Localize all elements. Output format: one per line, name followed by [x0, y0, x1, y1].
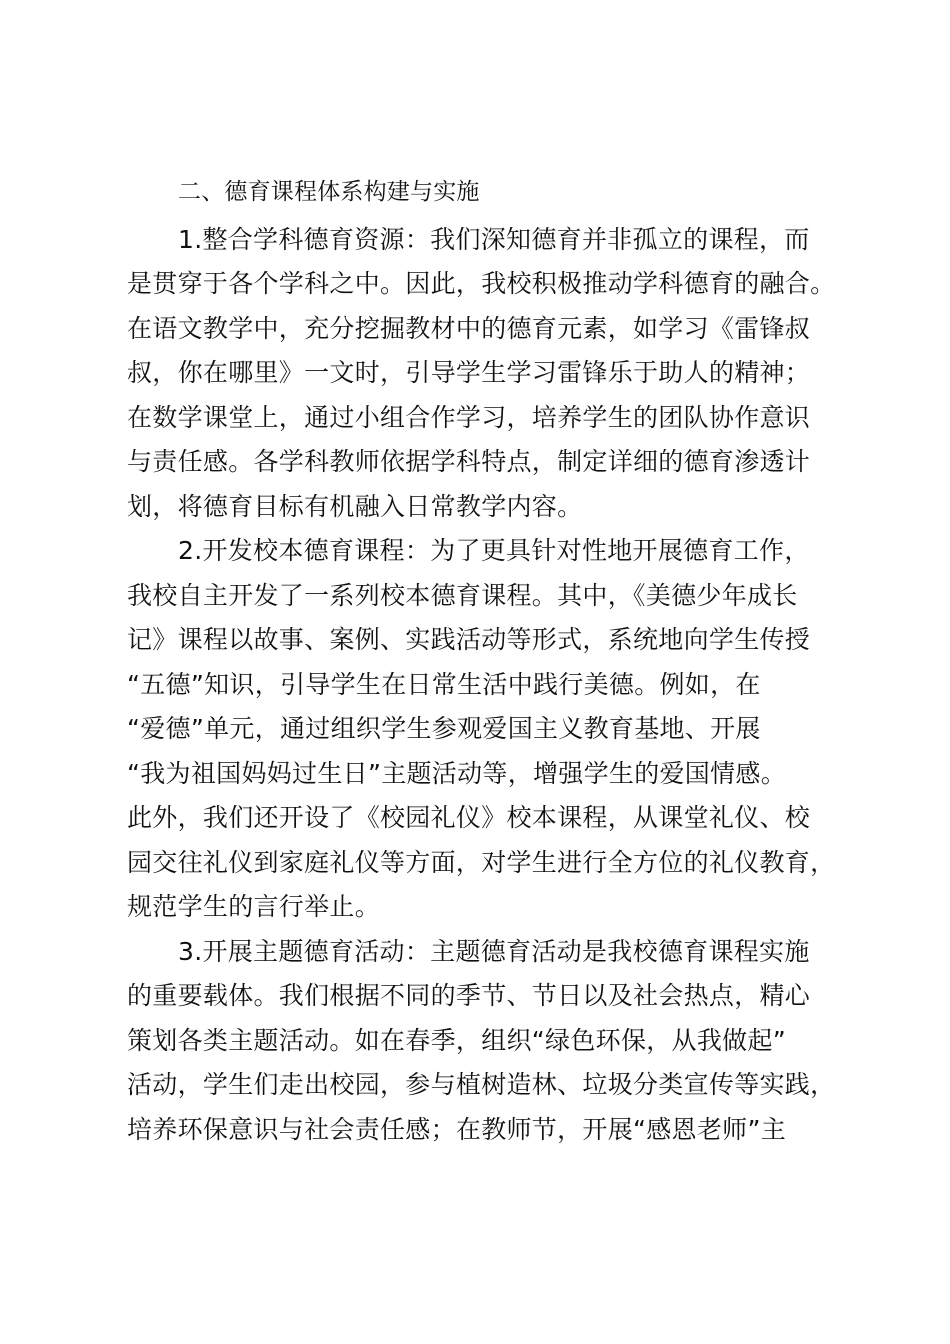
paragraph-3-line-5: 培养环保意识与社会责任感；在教师节，开展“感恩老师”主: [127, 1115, 787, 1144]
paragraph-2-line-5: “爱德”单元，通过组织学生参观爱国主义教育基地、开展: [127, 714, 761, 743]
paragraph-2-line-7: 此外，我们还开设了《校园礼仪》校本课程，从课堂礼仪、校: [127, 803, 811, 832]
paragraph-2-line-1: 2.开发校本德育课程：为了更具针对性地开展德育工作，: [178, 536, 810, 565]
paragraph-2-line-2: 我校自主开发了一系列校本德育课程。其中，《美德少年成长: [127, 581, 798, 610]
paragraph-3-line-1: 3.开展主题德育活动：主题德育活动是我校德育课程实施: [178, 937, 810, 966]
paragraph-2-line-9: 规范学生的言行举止。: [127, 892, 381, 921]
paragraph-1-line-5: 在数学课堂上，通过小组合作学习，培养学生的团队协作意识: [127, 403, 811, 432]
paragraph-1-line-6: 与责任感。各学科教师依据学科特点，制定详细的德育渗透计: [127, 447, 811, 476]
paragraph-3-line-2: 的重要载体。我们根据不同的季节、节日以及社会热点，精心: [127, 981, 811, 1010]
paragraph-1-line-3: 在语文教学中，充分挖掘教材中的德育元素，如学习《雷锋叔: [127, 314, 811, 343]
paragraph-2-line-4: “五德”知识，引导学生在日常生活中践行美德。例如，在: [127, 670, 761, 699]
section-heading: 二、德育课程体系构建与实施: [178, 179, 480, 205]
paragraph-1-line-1: 1.整合学科德育资源：我们深知德育并非孤立的课程，而: [178, 225, 810, 254]
paragraph-1-line-4: 叔，你在哪里》一文时，引导学生学习雷锋乐于助人的精神；: [127, 358, 811, 387]
paragraph-3-line-4: 活动，学生们走出校园，参与植树造林、垃圾分类宣传等实践，: [127, 1070, 836, 1099]
paragraph-3-line-3: 策划各类主题活动。如在春季，组织“绿色环保，从我做起”: [127, 1026, 787, 1055]
paragraph-1-line-2: 是贯穿于各个学科之中。因此，我校积极推动学科德育的融合。: [127, 269, 836, 298]
paragraph-2-line-3: 记》课程以故事、案例、实践活动等形式，系统地向学生传授: [127, 625, 811, 654]
paragraph-2-line-8: 园交往礼仪到家庭礼仪等方面，对学生进行全方位的礼仪教育，: [127, 848, 836, 877]
paragraph-2-line-6: “我为祖国妈妈过生日”主题活动等，增强学生的爱国情感。: [127, 759, 787, 788]
paragraph-1-line-7: 划，将德育目标有机融入日常教学内容。: [127, 492, 583, 521]
